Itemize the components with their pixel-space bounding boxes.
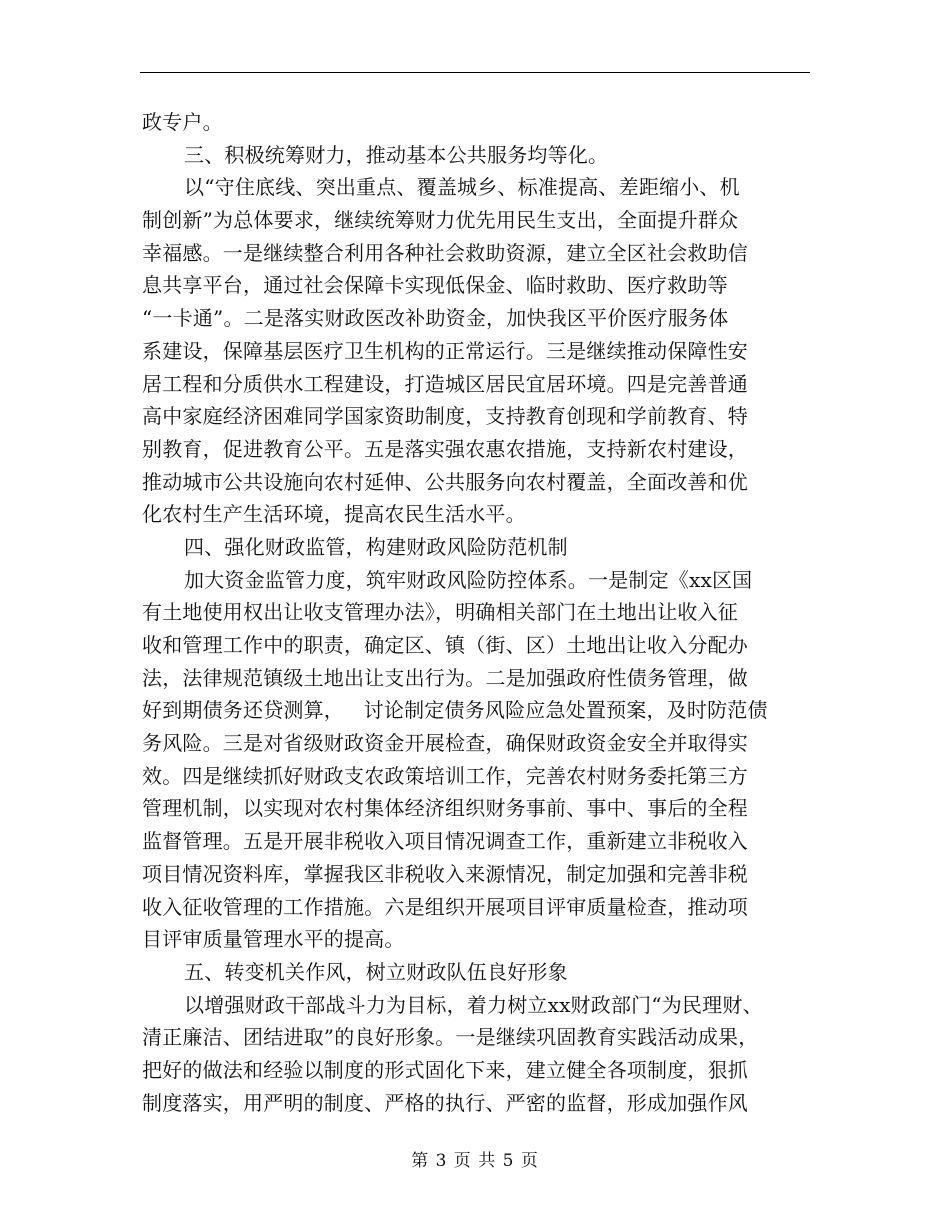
text-line: 制创新”为总体要求，继续统筹财力优先用民生支出，全面提升群众 (142, 208, 739, 233)
text-line: 效。四是继续抓好财政支农政策培训工作，完善农村财务委托第三方 (142, 763, 748, 788)
text-line: 化农村生产生活环境，提高农民生活水平。 (142, 502, 526, 527)
text-line: 以“守住底线、突出重点、覆盖城乡、标准提高、差距缩小、机 (184, 175, 740, 200)
text-line: 务风险。三是对省级财政资金开展检查，确保财政资金安全并取得实 (142, 731, 748, 756)
document-body (142, 106, 822, 1119)
text-line: 目评审质量管理水平的提高。 (142, 927, 405, 952)
text-line: 高中家庭经济困难同学国家资助制度，支持教育创现和学前教育、特 (142, 404, 748, 429)
text-line: 管理机制，以实现对农村集体经济组织财务事前、事中、事后的全程 (142, 796, 748, 821)
text-line: 收和管理工作中的职责，确定区、镇（街、区）土地出让收入分配办 (142, 633, 748, 657)
text-line: 以增强财政干部战斗力为目标，着力树立xx财政部门“为民理财、 (184, 992, 763, 1017)
text-line: 项目情况资料库，掌握我区非税收入来源情况，制定加强和完善非税 (142, 861, 748, 886)
text-line: “一卡通”。二是落实财政医改补助资金，加快我区平价医疗服务体 (142, 306, 729, 331)
text-line: 收入征收管理的工作措施。六是组织开展项目评审质量检查，推动项 (142, 894, 748, 919)
page-number: 第 3 页 共 5 页 (411, 1151, 539, 1171)
text-line: 清正廉洁、团结进取”的良好形象。一是继续巩固教育实践活动成果， (142, 1025, 759, 1050)
text-line: 好到期债务还贷测算， 讨论制定债务风险应急处置预案，及时防范债 (142, 698, 768, 723)
text-line: 居工程和分质供水工程建设，打造城区居民宜居环境。四是完善普通 (142, 371, 748, 396)
text-line: 有土地使用权出让收支管理办法》，明确相关部门在土地出让收入征 (142, 600, 738, 625)
text-line: 法，法律规范镇级土地出让支出行为。二是加强政府性债务管理，做 (142, 665, 748, 690)
text-line: 别教育，促进教育公平。五是落实强农惠农措施，支持新农村建设， (142, 436, 748, 461)
text-line: 五、转变机关作风，树立财政队伍良好形象 (184, 959, 568, 984)
text-line: 加大资金监管力度，筑牢财政风险防控体系。一是制定《xx区国 (184, 567, 753, 592)
text-line: 四、强化财政监管，构建财政风险防范机制 (184, 534, 568, 559)
text-line: 三、积极统筹财力，推动基本公共服务均等化。 (184, 142, 609, 167)
header-rule (140, 72, 810, 73)
text-line: 息共享平台，通过社会保障卡实现低保金、临时救助、医疗救助等 (142, 273, 728, 298)
text-line: 制度落实，用严明的制度、严格的执行、严密的监督，形成加强作风 (142, 1090, 748, 1115)
text-line: 幸福感。一是继续整合利用各种社会救助资源，建立全区社会救助信 (142, 240, 748, 265)
text-line: 政专户。 (142, 110, 223, 134)
text-line: 系建设，保障基层医疗卫生机构的正常运行。三是继续推动保障性安 (142, 338, 748, 363)
text-line: 把好的做法和经验以制度的形式固化下来，建立健全各项制度，狠抓 (142, 1057, 748, 1082)
text-line: 推动城市公共设施向农村延伸、公共服务向农村覆盖，全面改善和优 (142, 469, 748, 494)
text-line: 监督管理。五是开展非税收入项目情况调查工作，重新建立非税收入 (142, 829, 748, 854)
